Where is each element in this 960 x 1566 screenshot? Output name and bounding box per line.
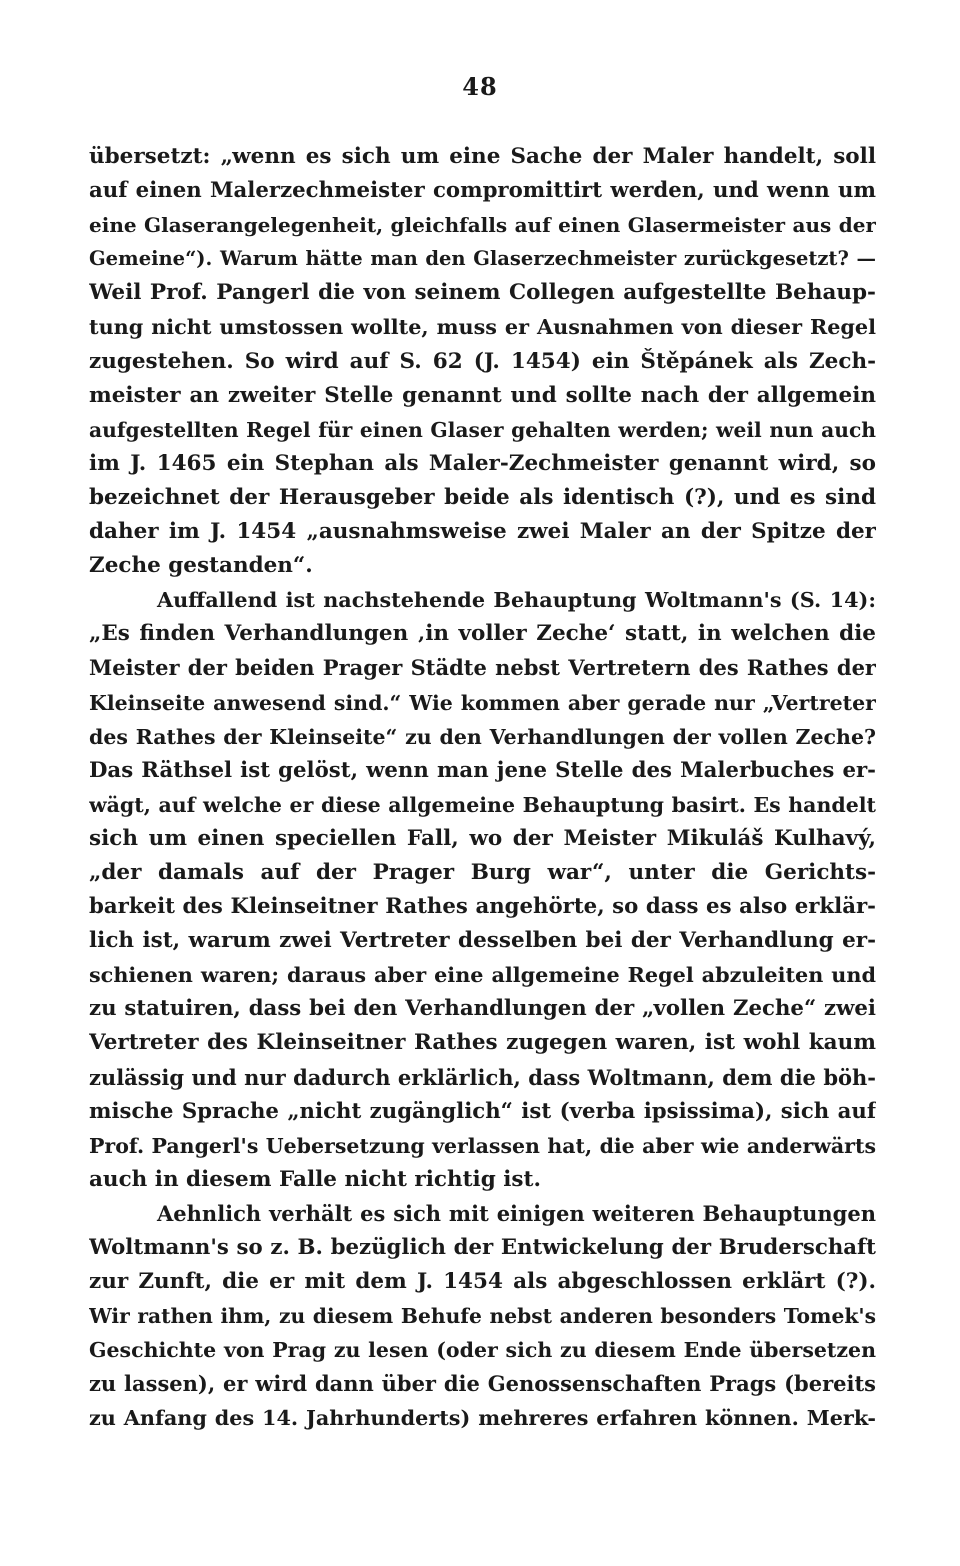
text-line: zu Anfang des 14. Jahrhunderts) mehreres erfahren können. Merk- <box>89 1406 876 1431</box>
text-line: zur Zunft, die er mit dem J. 1454 als abgeschlossen erklärt (?). <box>89 1269 876 1295</box>
text-line: im J. 1465 ein Stephan als Maler-Zechmeister genannt wird, so <box>89 450 876 476</box>
text-line: zugestehen. So wird auf S. 62 (J. 1454) ein Štěpánek als Zech- <box>89 348 876 374</box>
page-number: 48 <box>462 72 498 101</box>
text-line: Das Räthsel ist gelöst, wenn man jene Stelle des Malerbuches er- <box>89 757 876 783</box>
text-line: Wir rathen ihm, zu diesem Behufe nebst anderen besonders Tomek's <box>89 1304 876 1329</box>
text-line: Vertreter des Kleinseitner Rathes zugegen waren, ist wohl kaum <box>89 1030 876 1056</box>
text-line: Zeche gestanden“. <box>89 553 313 579</box>
text-line: tung nicht umstossen wollte, muss er Ausnahmen von dieser Regel <box>89 315 876 340</box>
text-line: Meister der beiden Prager Städte nebst Vertretern des Rathes der <box>89 655 876 681</box>
text-line: zu statuiren, dass bei den Verhandlungen der „vollen Zeche“ zwei <box>89 996 876 1022</box>
text-line: übersetzt: „wenn es sich um eine Sache der Maler handelt, soll <box>89 144 876 169</box>
text-line: daher im J. 1454 „ausnahmsweise zwei Maler an der Spitze der <box>89 519 876 545</box>
text-line: zulässig und nur dadurch erklärlich, dass Woltmann, dem die böh- <box>89 1064 876 1090</box>
text-line: meister an zweiter Stelle genannt und sollte nach der allgemein <box>89 382 876 408</box>
text-line: wägt, auf welche er diese allgemeine Behauptung basirt. Es handelt <box>89 792 876 817</box>
text-line: sich um einen speciellen Fall, wo der Meister Mikuláš Kulhavý, <box>89 825 876 851</box>
text-line: barkeit des Kleinseitner Rathes angehörte, so dass es also erklär- <box>89 894 876 920</box>
text-line: eine Glaserangelegenheit, gleichfalls auf einen Glasermeister aus der <box>89 213 876 238</box>
text-line: zu lassen), er wird dann über die Genossenschaften Prags (bereits <box>89 1371 876 1397</box>
text-line: des Rathes der Kleinseite“ zu den Verhandlungen der vollen Zeche? <box>89 724 876 749</box>
text-line: Woltmann's so z. B. bezüglich der Entwickelung der Bruderschaft <box>89 1235 876 1260</box>
text-line: „der damals auf der Prager Burg war“, unter die Gerichts- <box>89 859 876 885</box>
body-text <box>89 140 876 1436</box>
text-line: schienen waren; daraus aber eine allgemeine Regel abzuleiten und <box>89 963 876 988</box>
text-line: aufgestellten Regel für einen Glaser gehalten werden; weil nun auch <box>89 417 876 442</box>
text-line: Geschichte von Prag zu lesen (oder sich zu diesem Ende übersetzen <box>89 1338 876 1363</box>
text-line: Gemeine“). Warum hätte man den Glaserzechmeister zurückgesetzt? — <box>89 247 876 271</box>
text-line: Prof. Pangerl's Uebersetzung verlassen hat, die aber wie anderwärts <box>89 1133 876 1158</box>
text-line: Aehnlich verhält es sich mit einigen weiteren Behauptungen <box>157 1200 876 1226</box>
text-line: Weil Prof. Pangerl die von seinem Collegen aufgestellte Behaup- <box>89 280 876 306</box>
text-line: „Es finden Verhandlungen ‚in voller Zeche‘ statt, in welchen die <box>89 621 876 647</box>
text-line: auf einen Malerzechmeister compromittirt werden, und wenn um <box>89 178 876 204</box>
text-line: mische Sprache „nicht zugänglich“ ist (verba ipsissima), sich auf <box>89 1098 876 1124</box>
text-line: Kleinseite anwesend sind.“ Wie kommen aber gerade nur „Vertreter <box>89 690 876 715</box>
text-line: auch in diesem Falle nicht richtig ist. <box>89 1166 541 1192</box>
text-line: bezeichnet der Herausgeber beide als identisch (?), und es sind <box>89 484 876 510</box>
text-line: Auffallend ist nachstehende Behauptung Woltmann's (S. 14): <box>157 588 876 613</box>
text-line: lich ist, warum zwei Vertreter desselben bei der Verhandlung er- <box>89 928 876 954</box>
